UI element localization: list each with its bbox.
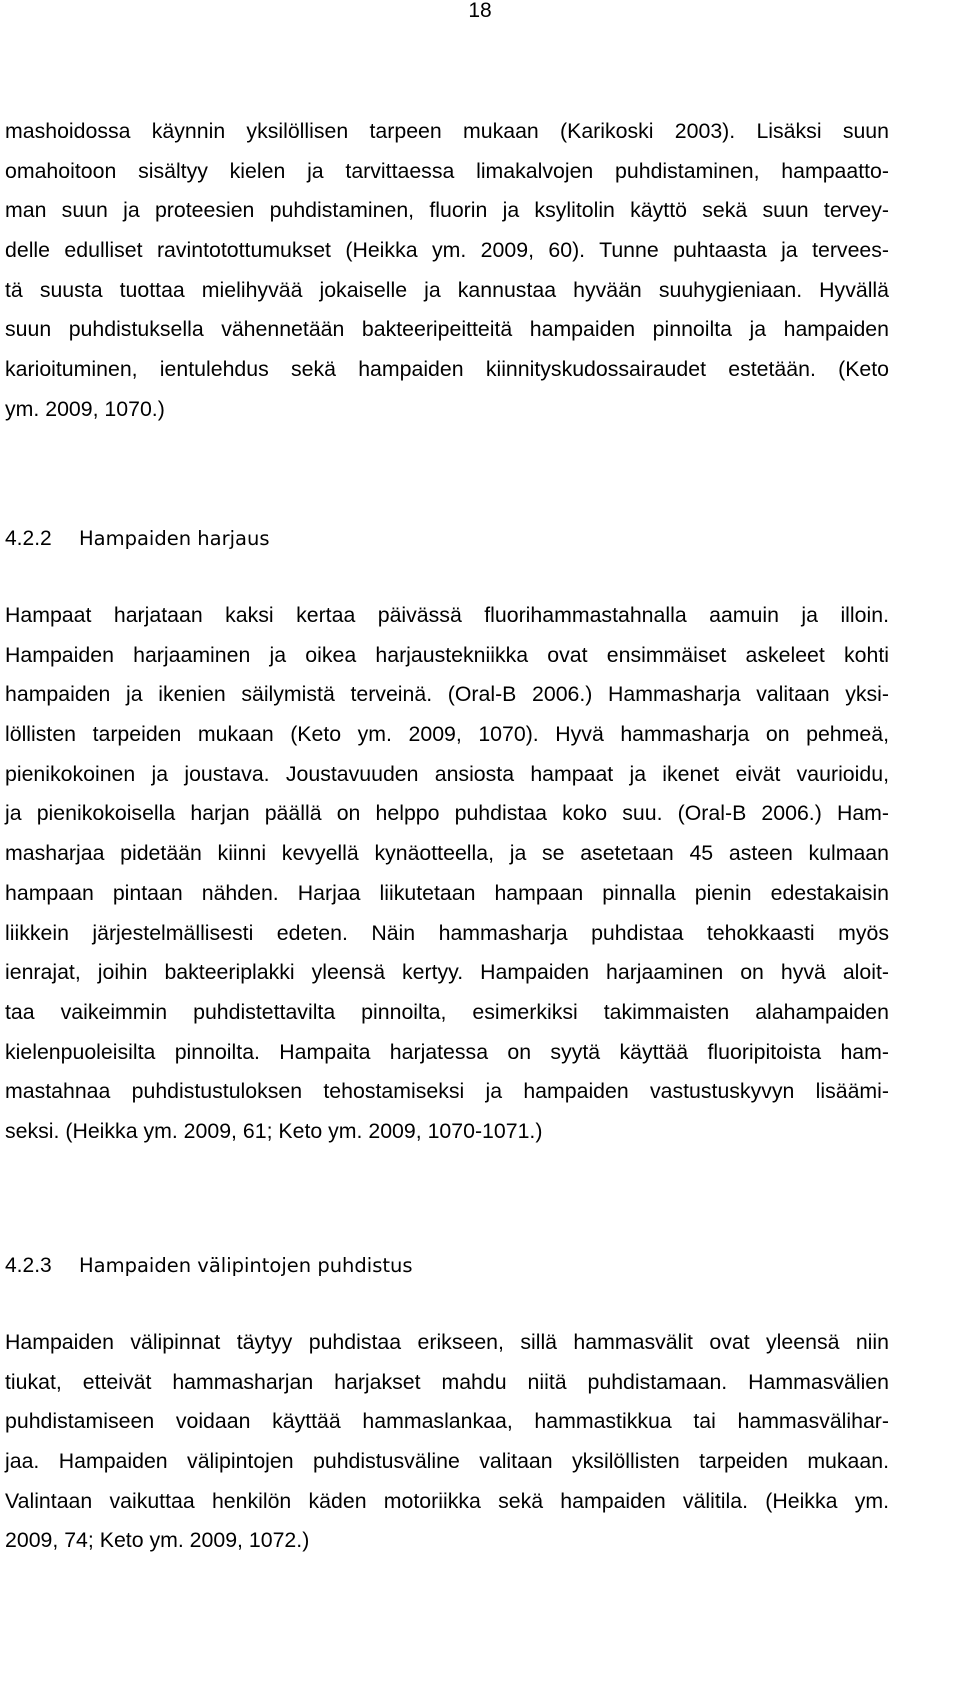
text-line: ienrajat, joihin bakteeriplakki yleensä kertyy. Hampaiden harjaaminen on hyvä aloit-	[5, 960, 889, 985]
text-line: pienikokoinen ja joustava. Joustavuuden ansiosta hampaat ja ikenet eivät vaurioidu,	[5, 761, 889, 786]
text-line: hampaiden ja ikenien säilymistä terveinä. (Oral-B 2006.) Hammasharja valitaan yksi-	[5, 682, 889, 707]
text-line: hampaan pintaan nähden. Harjaa liikutetaan hampaan pinnalla pienin edestakaisin	[5, 880, 889, 905]
text-line: delle edulliset ravintotottumukset (Heikka ym. 2009, 60). Tunne puhtaasta ja tervees-	[5, 238, 889, 263]
text-line: tä suusta tuottaa mielihyvää jokaiselle ja kannustaa hyvään suuhygieniaan. Hyvällä	[5, 277, 889, 302]
section-heading-4-2-2	[5, 526, 270, 552]
text-line: Valintaan vaikuttaa henkilön käden motoriikka sekä hampaiden välitila. (Heikka ym.	[5, 1488, 889, 1513]
text-line: kielenpuoleisilta pinnoilta. Hampaita harjatessa on syytä käyttää fluoripitoista ham-	[5, 1039, 889, 1064]
text-line: Hampaiden harjaaminen ja oikea harjaustekniikka ovat ensimmäiset askeleet kohti	[5, 642, 889, 667]
text-line: 2009, 74; Keto ym. 2009, 1072.)	[5, 1528, 310, 1553]
text-line: löllisten tarpeiden mukaan (Keto ym. 2009, 1070). Hyvä hammasharja on pehmeä,	[5, 722, 889, 747]
section-number: 4.2.3	[5, 1254, 52, 1277]
text-line: ja pienikokoisella harjan päällä on helppo puhdistaa koko suu. (Oral-B 2006.) Ham-	[5, 801, 889, 826]
section-number: 4.2.2	[5, 527, 52, 550]
text-line: jaa. Hampaiden välipintojen puhdistusväline valitaan yksilöllisten tarpeiden mukaan.	[5, 1449, 889, 1474]
body-paragraph-2	[5, 596, 889, 1152]
text-line: Hampaat harjataan kaksi kertaa päivässä fluorihammastahnalla aamuin ja illoin.	[5, 603, 889, 627]
text-line: puhdistamiseen voidaan käyttää hammaslankaa, hammastikkua tai hammasvälihar-	[5, 1409, 889, 1434]
text-line: taa vaikeimmin puhdistettavilta pinnoilta, esimerkiksi takimmaisten alahampaiden	[5, 999, 889, 1024]
text-line: liikkein järjestelmällisesti edeten. Näin hammasharja puhdistaa tehokkaasti myös	[5, 920, 889, 945]
text-line: man suun ja proteesien puhdistaminen, fluorin ja ksylitolin käyttö sekä suun tervey-	[5, 198, 889, 223]
text-line: ym. 2009, 1070.)	[5, 396, 165, 421]
text-line: suun puhdistuksella vähennetään bakteeripeitteitä hampaiden pinnoilta ja hampaiden	[5, 317, 889, 342]
body-paragraph-1	[5, 112, 889, 430]
section-title: Hampaiden välipintojen puhdistus	[79, 1254, 413, 1277]
text-line: mastahnaa puhdistustuloksen tehostamiseksi ja hampaiden vastustuskyvyn lisäämi-	[5, 1079, 889, 1104]
text-line: omahoitoon sisältyy kielen ja tarvittaessa limakalvojen puhdistaminen, hampaatto-	[5, 158, 889, 183]
text-line: karioituminen, ientulehdus sekä hampaiden kiinnityskudossairaudet estetään. (Keto	[5, 357, 889, 382]
text-line: tiukat, etteivät hammasharjan harjakset mahdu niitä puhdistamaan. Hammasvälien	[5, 1369, 889, 1394]
page-number: 18	[468, 0, 492, 22]
body-paragraph-3	[5, 1323, 889, 1561]
section-heading-4-2-3	[5, 1253, 413, 1279]
text-line: masharjaa pidetään kiinni kevyellä kynäotteella, ja se asetetaan 45 asteen kulmaan	[5, 841, 889, 866]
text-line: seksi. (Heikka ym. 2009, 61; Keto ym. 2009, 1070-1071.)	[5, 1118, 543, 1143]
text-line: Hampaiden välipinnat täytyy puhdistaa erikseen, sillä hammasvälit ovat yleensä niin	[5, 1330, 889, 1354]
section-title: Hampaiden harjaus	[79, 527, 270, 550]
text-line: mashoidossa käynnin yksilöllisen tarpeen mukaan (Karikoski 2003). Lisäksi suun	[5, 119, 889, 143]
